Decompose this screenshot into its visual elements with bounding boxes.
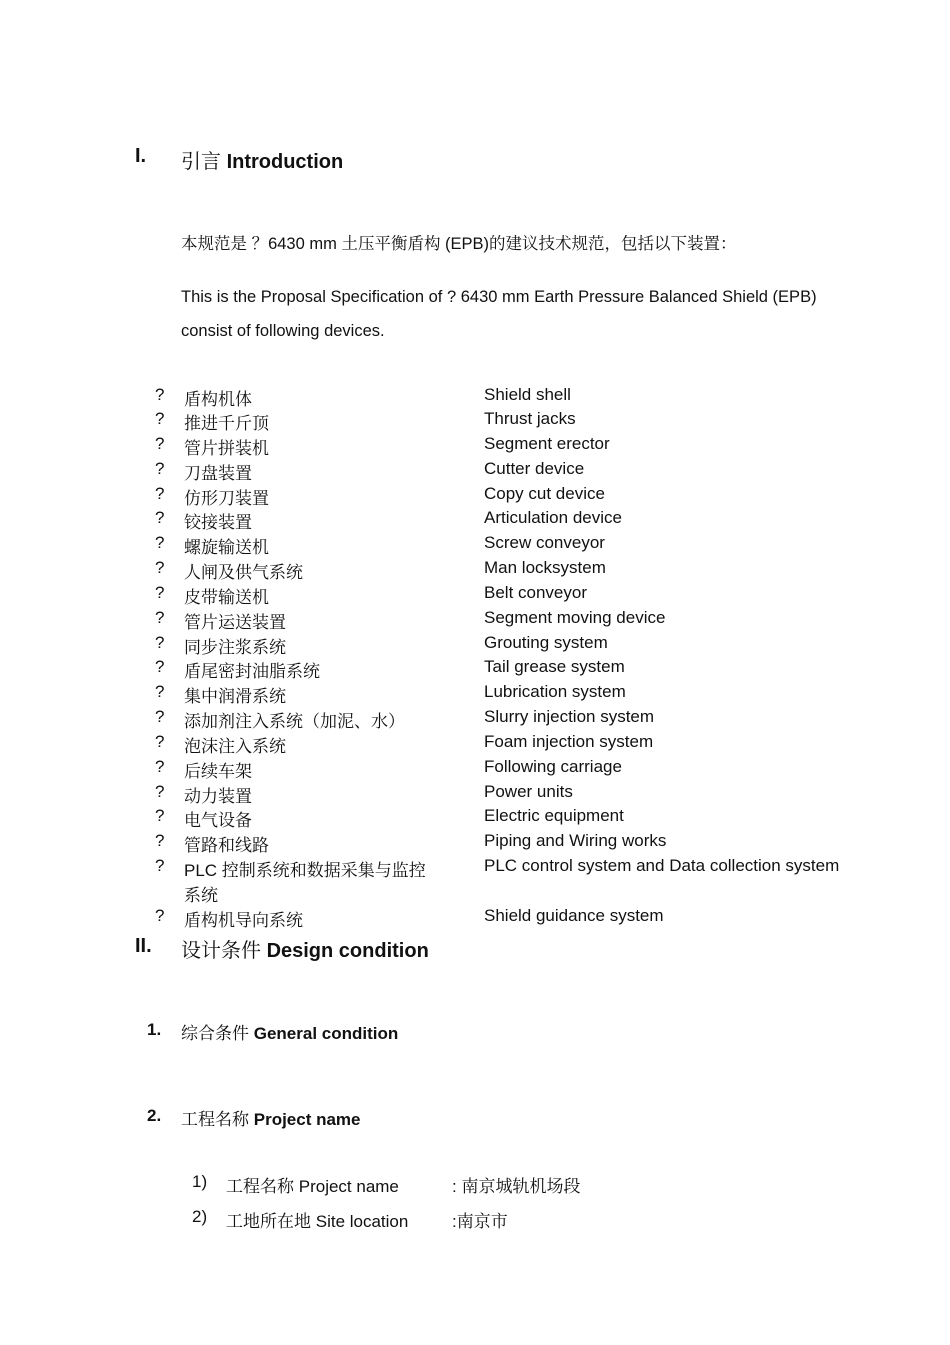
subsection-1-title-en: General condition <box>253 1024 399 1043</box>
device-name-en: Slurry injection system <box>484 707 655 726</box>
list-item <box>0 906 950 930</box>
list-item <box>0 434 950 458</box>
list-item <box>0 657 950 681</box>
device-name-zh: 仿形刀装置 <box>184 489 269 508</box>
detail-label <box>226 1207 408 1232</box>
device-name-zh: 添加剂注入系统（加泥、水） <box>184 712 405 731</box>
bullet-marker: ? <box>155 558 165 577</box>
list-item <box>0 484 950 508</box>
bullet-marker: ? <box>155 385 165 404</box>
device-name-zh: 刀盘装置 <box>184 464 252 483</box>
list-item <box>0 856 950 906</box>
device-name-en: Shield guidance system <box>484 906 664 925</box>
device-name-en: Thrust jacks <box>484 409 576 428</box>
intro-paragraph-en-line2: consist of following devices. <box>181 322 385 340</box>
device-name-zh: 电气设备 <box>184 811 252 830</box>
device-name-zh: 盾构机导向系统 <box>184 911 303 930</box>
section-2-title-en: Design condition <box>266 940 429 962</box>
device-name-zh: 后续车架 <box>184 762 252 781</box>
subsection-2-title-en: Project name <box>253 1110 361 1129</box>
list-item <box>0 782 950 806</box>
device-name-en: Screw conveyor <box>484 533 605 552</box>
list-item <box>0 508 950 532</box>
detail-label-en: Site location <box>315 1212 409 1231</box>
intro-paragraph-zh: 本规范是 ？6430 mm 土压平衡盾构 (EPB)的建议技术规范，包括以下装置： <box>181 235 737 253</box>
list-item <box>0 806 950 830</box>
section-2-title <box>181 934 429 963</box>
list-item <box>0 831 950 855</box>
detail-value: :南京市 <box>452 1212 508 1231</box>
device-name-zh: 管路和线路 <box>184 836 269 855</box>
bullet-marker: ? <box>155 856 165 875</box>
device-name-zh: 动力装置 <box>184 787 252 806</box>
bullet-marker: ? <box>155 782 165 801</box>
section-2-number: II. <box>135 935 152 957</box>
subsection-1-title-zh: 综合条件 <box>181 1024 249 1043</box>
list-item <box>0 533 950 557</box>
bullet-marker: ? <box>155 806 165 825</box>
detail-number: 2) <box>192 1207 208 1226</box>
device-name-zh-continuation: 系统 <box>184 886 218 905</box>
bullet-marker: ? <box>155 583 165 602</box>
list-item <box>0 583 950 607</box>
device-name-zh: 皮带输送机 <box>184 588 269 607</box>
subsection-2-title <box>181 1105 361 1130</box>
device-name-en: PLC control system and Data collection system <box>484 856 840 875</box>
bullet-marker: ? <box>155 484 165 503</box>
device-name-zh: PLC 控制系统和数据采集与监控 <box>184 861 426 880</box>
subsection-1-title <box>181 1019 398 1044</box>
list-item <box>0 707 950 731</box>
list-item <box>0 409 950 433</box>
list-item <box>0 385 950 409</box>
device-name-en: Segment moving device <box>484 608 666 627</box>
subsection-2-title-zh: 工程名称 <box>181 1110 249 1129</box>
bullet-marker: ? <box>155 409 165 428</box>
detail-label-en: Project name <box>298 1177 399 1196</box>
list-item <box>0 682 950 706</box>
device-name-en: Grouting system <box>484 633 608 652</box>
bullet-marker: ? <box>155 633 165 652</box>
bullet-marker: ? <box>155 608 165 627</box>
section-2-title-zh: 设计条件 <box>181 940 261 962</box>
device-name-zh: 人闸及供气系统 <box>184 563 303 582</box>
device-name-zh: 盾构机体 <box>184 390 252 409</box>
bullet-marker: ? <box>155 682 165 701</box>
device-name-en: Belt conveyor <box>484 583 587 602</box>
detail-label-zh: 工地所在地 <box>226 1212 311 1231</box>
subsection-2-number: 2. <box>147 1106 162 1125</box>
bullet-marker: ? <box>155 831 165 850</box>
device-name-zh: 推进千斤顶 <box>184 414 269 433</box>
device-name-zh: 螺旋输送机 <box>184 538 269 557</box>
device-name-en: Cutter device <box>484 459 585 478</box>
device-name-zh: 管片拼装机 <box>184 439 269 458</box>
device-name-zh: 盾尾密封油脂系统 <box>184 662 320 681</box>
list-item <box>0 757 950 781</box>
device-name-zh: 铰接装置 <box>184 513 252 532</box>
detail-number: 1) <box>192 1172 208 1191</box>
device-name-en: Copy cut device <box>484 484 605 503</box>
device-name-en: Piping and Wiring works <box>484 831 667 850</box>
detail-value: : 南京城轨机场段 <box>452 1177 581 1196</box>
list-item <box>0 633 950 657</box>
device-name-en: Power units <box>484 782 573 801</box>
device-name-zh: 管片运送装置 <box>184 613 286 632</box>
device-name-en: Foam injection system <box>484 732 654 751</box>
intro-paragraph-en-line1: This is the Proposal Specification of ? 6430 mm Earth Pressure Balanced Shield (EPB) <box>181 288 817 306</box>
section-1-title-en: Introduction <box>226 151 344 173</box>
section-1-title <box>181 145 343 174</box>
bullet-marker: ? <box>155 508 165 527</box>
bullet-marker: ? <box>155 707 165 726</box>
device-name-zh: 同步注浆系统 <box>184 638 286 657</box>
device-name-en: Lubrication system <box>484 682 626 701</box>
device-name-en: Following carriage <box>484 757 622 776</box>
bullet-marker: ? <box>155 906 165 925</box>
list-item <box>0 608 950 632</box>
list-item <box>0 558 950 582</box>
device-name-en: Tail grease system <box>484 657 625 676</box>
device-name-en: Segment erector <box>484 434 610 453</box>
detail-label-zh: 工程名称 <box>226 1177 294 1196</box>
bullet-marker: ? <box>155 657 165 676</box>
device-name-zh: 集中润滑系统 <box>184 687 286 706</box>
bullet-marker: ? <box>155 757 165 776</box>
subsection-1-number: 1. <box>147 1020 162 1039</box>
bullet-marker: ? <box>155 732 165 751</box>
device-name-en: Articulation device <box>484 508 622 527</box>
bullet-marker: ? <box>155 533 165 552</box>
list-item <box>0 732 950 756</box>
detail-label <box>226 1172 399 1197</box>
section-1-number: I. <box>135 145 147 167</box>
list-item <box>0 459 950 483</box>
section-1-title-zh: 引言 <box>181 151 221 173</box>
device-name-en: Shield shell <box>484 385 571 404</box>
device-name-zh: 泡沫注入系统 <box>184 737 286 756</box>
bullet-marker: ? <box>155 459 165 478</box>
bullet-marker: ? <box>155 434 165 453</box>
device-name-en: Man locksystem <box>484 558 606 577</box>
device-name-en: Electric equipment <box>484 806 624 825</box>
